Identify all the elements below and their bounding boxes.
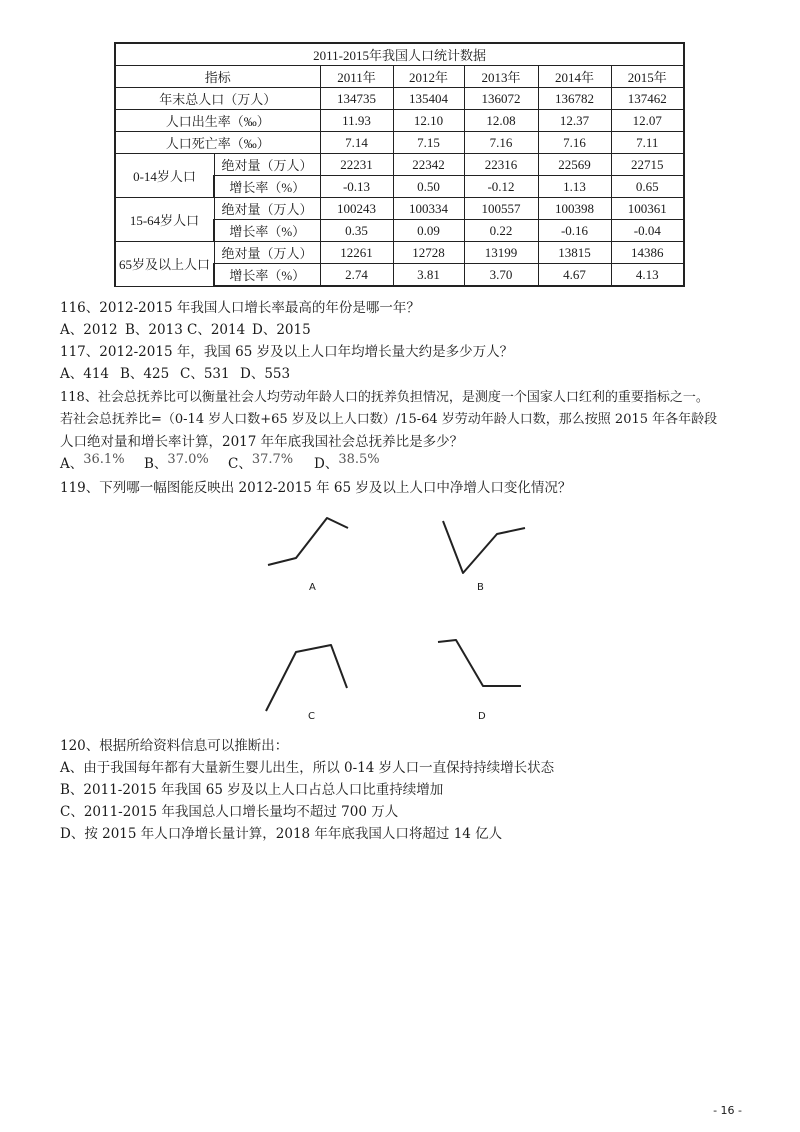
sub-label: 绝对量（万人）: [214, 242, 320, 264]
option-value: 36.1%: [83, 452, 125, 467]
question-116: 116、2012-2015 年我国人口增长率最高的年份是哪一年？: [60, 300, 420, 316]
table-cell: 22231: [320, 154, 393, 176]
option-letter: A、: [60, 456, 84, 472]
table-cell: 0.50: [393, 176, 464, 198]
table-cell: 100243: [320, 198, 393, 220]
option-b: B、425: [120, 366, 170, 382]
question-120-option-c: C、2011-2015 年我国总人口增长量均不超过 700 万人: [60, 804, 399, 820]
table-cell: 22342: [393, 154, 464, 176]
table-cell: 12728: [393, 242, 464, 264]
question-120-option-b: B、2011-2015 年我国 65 岁及以上人口占总人口比重持续增加: [60, 782, 444, 798]
question-118-line1: 118、社会总抚养比可以衡量社会人均劳动年龄人口的抚养负担情况，是测度一个国家人口红利的重要指标之一。: [60, 390, 709, 405]
table-cell: 0.65: [611, 176, 684, 198]
table-cell: -0.13: [320, 176, 393, 198]
table-cell: 136072: [464, 88, 538, 110]
table-cell: 11.93: [320, 110, 393, 132]
table-cell: 3.70: [464, 264, 538, 287]
diagram-b-line: [443, 521, 525, 573]
sub-label: 增长率（%）: [214, 220, 320, 242]
table-title: 2011-2015年我国人口统计数据: [115, 43, 684, 66]
table-cell: 1.13: [538, 176, 611, 198]
table-cell: 135404: [393, 88, 464, 110]
row-label: 年末总人口（万人）: [115, 88, 320, 110]
table-cell: 100398: [538, 198, 611, 220]
option-a: A、414: [60, 366, 110, 382]
option-c: C、531: [180, 366, 230, 382]
table-cell: 7.16: [464, 132, 538, 154]
table-cell: 100557: [464, 198, 538, 220]
option-a: A、2012: [60, 322, 118, 338]
table-cell: 13815: [538, 242, 611, 264]
table-cell: 134735: [320, 88, 393, 110]
table-cell: 12.37: [538, 110, 611, 132]
question-120: 120、根据所给资料信息可以推断出：: [60, 738, 289, 754]
option-d: D、553: [240, 366, 291, 382]
table-cell: 12.07: [611, 110, 684, 132]
table-cell: 22715: [611, 154, 684, 176]
question-118-line2: 若社会总抚养比=（0-14 岁人口数+65 岁及以上人口数）/15-64 岁劳动年龄人口数，那么按照 2015 年各年龄段: [60, 412, 718, 427]
diagram-b-label: B: [477, 582, 484, 593]
table-cell: 7.15: [393, 132, 464, 154]
page-number: - 16 -: [713, 1104, 742, 1117]
table-cell: 100361: [611, 198, 684, 220]
question-120-option-a: A、由于我国每年都有大量新生婴儿出生，所以 0-14 岁人口一直保持持续增长状态: [60, 760, 555, 776]
option-c: C、2014: [187, 322, 246, 338]
table-header-cell: 2015年: [611, 66, 684, 88]
diagram-d-line: [438, 640, 521, 686]
table-header-cell: 2014年: [538, 66, 611, 88]
table-header-cell: 指标: [115, 66, 320, 88]
table-cell: 0.22: [464, 220, 538, 242]
table-cell: 0.09: [393, 220, 464, 242]
group-label: 15-64岁人口: [115, 198, 214, 242]
table-cell: 2.74: [320, 264, 393, 287]
diagram-d-label: D: [478, 711, 486, 722]
table-cell: 136782: [538, 88, 611, 110]
option-value: 37.0%: [167, 452, 209, 467]
diagram-a-label: A: [309, 582, 316, 593]
question-117: 117、2012-2015 年，我国 65 岁及以上人口年均增长量大约是多少万人？: [60, 344, 514, 360]
table-cell: -0.04: [611, 220, 684, 242]
table-cell: 12261: [320, 242, 393, 264]
question-119: 119、下列哪一幅图能反映出 2012-2015 年 65 岁及以上人口中净增人口变化情况？: [60, 480, 572, 496]
question-120-option-d: D、按 2015 年人口净增长量计算，2018 年年底我国人口将超过 14 亿人: [60, 826, 503, 842]
table-cell: 13199: [464, 242, 538, 264]
table-cell: 3.81: [393, 264, 464, 287]
sub-label: 增长率（%）: [214, 176, 320, 198]
table-header-cell: 2011年: [320, 66, 393, 88]
sub-label: 绝对量（万人）: [214, 154, 320, 176]
table-cell: 12.08: [464, 110, 538, 132]
diagram-c-label: C: [308, 711, 315, 722]
option-value: 38.5%: [338, 452, 380, 467]
table-cell: 7.16: [538, 132, 611, 154]
option-letter: B、: [144, 456, 168, 472]
table-cell: 22316: [464, 154, 538, 176]
sub-label: 增长率（%）: [214, 264, 320, 287]
table-cell: 12.10: [393, 110, 464, 132]
table-cell: 137462: [611, 88, 684, 110]
table-header-cell: 2012年: [393, 66, 464, 88]
table-cell: 100334: [393, 198, 464, 220]
table-cell: 22569: [538, 154, 611, 176]
table-cell: -0.12: [464, 176, 538, 198]
diagram-a-line: [268, 518, 348, 565]
option-letter: C、: [228, 456, 252, 472]
table-cell: 7.14: [320, 132, 393, 154]
group-label: 65岁及以上人口: [115, 242, 214, 287]
diagram-c-line: [266, 645, 347, 711]
table-cell: 7.11: [611, 132, 684, 154]
table-cell: 4.67: [538, 264, 611, 287]
question-118-line3: 人口绝对量和增长率计算，2017 年年底我国社会总抚养比是多少？: [60, 434, 464, 450]
group-label: 0-14岁人口: [115, 154, 214, 198]
table-cell: 0.35: [320, 220, 393, 242]
table-cell: 14386: [611, 242, 684, 264]
sub-label: 绝对量（万人）: [214, 198, 320, 220]
table-cell: -0.16: [538, 220, 611, 242]
option-letter: D、: [314, 456, 339, 472]
option-value: 37.7%: [251, 452, 294, 467]
row-label: 人口死亡率（‰）: [115, 132, 320, 154]
option-d: D、2015: [252, 322, 311, 338]
table-cell: 4.13: [611, 264, 684, 287]
row-label: 人口出生率（‰）: [115, 110, 320, 132]
option-b: B、2013: [125, 322, 183, 338]
table-header-cell: 2013年: [464, 66, 538, 88]
